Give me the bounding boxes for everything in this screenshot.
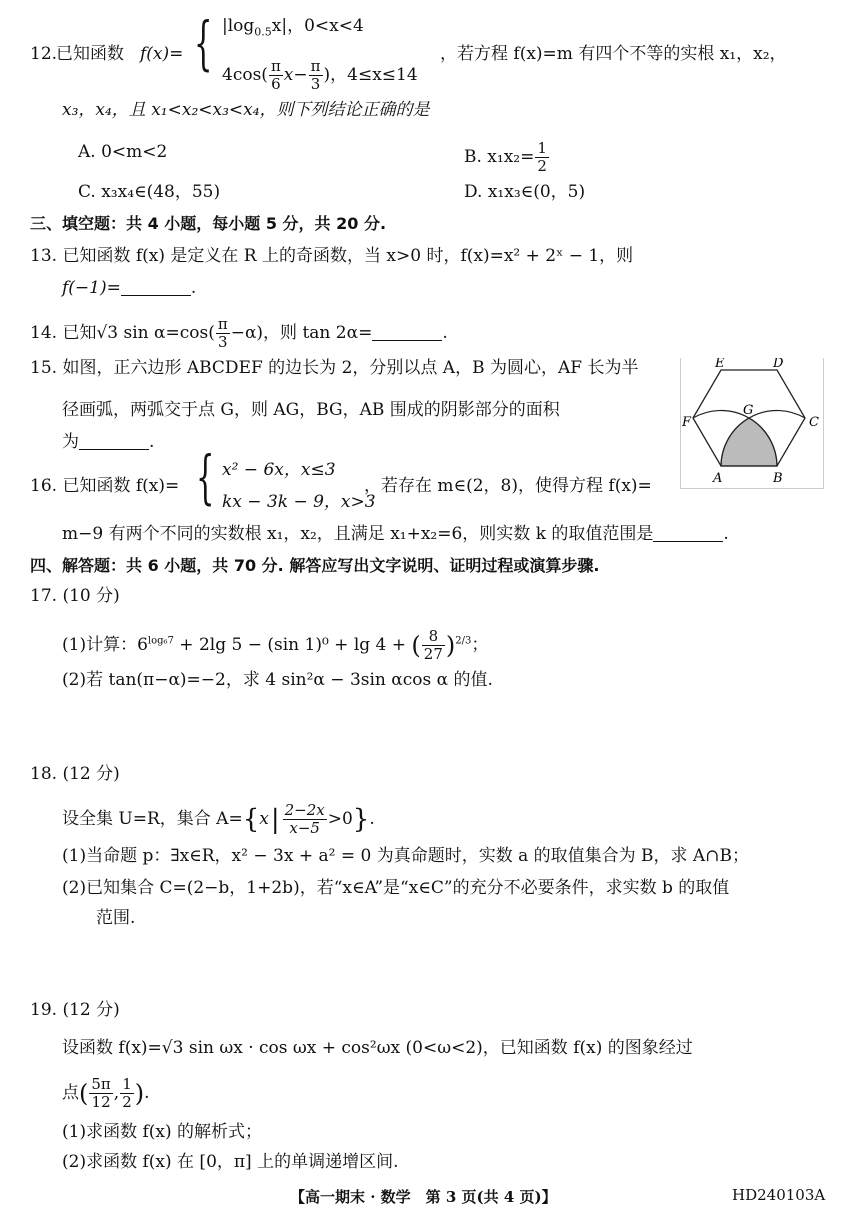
q16-line2: m−9 有两个不同的实数根 x₁，x₂，且满足 x₁+x₂=6，则实数 k 的取值范围是 . — [62, 524, 729, 544]
q15-line3: 为 . — [62, 432, 155, 452]
q19-part1: (1)求函数 f(x) 的解析式； — [62, 1122, 263, 1142]
q12-brace: { — [194, 9, 213, 77]
q13-line1: 13. 已知函数 f(x) 是定义在 R 上的奇函数，当 x>0 时，f(x)=x² + 2ˣ − 1，则 — [30, 246, 634, 266]
q16-case2: kx − 3k − 9，x>3 — [222, 492, 376, 512]
q16-lead: 16. 已知函数 f(x)= — [30, 476, 180, 496]
q16-answer-blank — [653, 523, 723, 542]
q19-point: 点( $\frac{5\pi}{12}$ , $\frac{1}{2}$ ). — [62, 1075, 150, 1111]
section-4-heading: 四、解答题：共 6 小题，共 70 分. 解答应写出文字说明、证明过程或演算步骤. — [30, 556, 600, 575]
q12-number: 12. — [30, 44, 58, 64]
footer-page-info: 【高一期末 · 数学 第 3 页(共 4 页)】 — [290, 1188, 557, 1206]
q12-option-a: A. 0<m<2 — [78, 142, 168, 162]
q12-option-b: B. x₁x₂= $\frac{1}{2}$ — [464, 139, 547, 175]
label-f: F — [682, 415, 692, 430]
footer-code: HD240103A — [732, 1186, 826, 1204]
q19-part2: (2)求函数 f(x) 在 [0，π] 上的单调递增区间. — [62, 1152, 399, 1172]
hexagon-figure — [680, 358, 824, 489]
q16-tail: ，若存在 m∈(2，8)，使得方程 f(x)= — [364, 476, 652, 496]
q17-part1: (1)计算：$6^{log_67} + 2\lg$ 5 − (sin 1)⁰ + lg 4 + ( $\frac{8}{27}$ )$^{2/3}$； — [62, 627, 489, 663]
section-3-heading: 三、填空题：共 4 小题，每小题 5 分，共 20 分. — [30, 214, 387, 233]
q18-part1: (1)当命题 p：∃x∈R，x² − 3x + a² = 0 为真命题时，实数 a 的取值集合为 B，求 A∩B； — [62, 846, 749, 866]
hexagon-diagram — [681, 358, 823, 488]
q14-answer-blank — [372, 322, 442, 341]
q15-line1: 15. 如图，正六边形 ABCDEF 的边长为 2，分别以点 A，B 为圆心，AF 长为半 — [30, 358, 639, 378]
q17-part2: (2)若 tan(π−α)=−2，求 4 sin²α − 3sin αcos α 的值. — [62, 670, 493, 690]
label-b: B — [773, 471, 783, 486]
q17-head: 17. (10 分) — [30, 586, 120, 606]
q12-case2: 4cos( $\frac{\pi}{6}$ x− $\frac{\pi}{3}$ )，4≤x≤14 — [222, 57, 418, 93]
q19-line1: 设函数 f(x)=√3 sin ωx · cos ωx + cos²ωx (0<ω<2)，已知函数 f(x) 的图象经过 — [62, 1038, 693, 1058]
q13-answer-blank — [121, 277, 191, 296]
label-d: D — [773, 358, 784, 371]
q16-case1: x² − 6x，x≤3 — [222, 460, 336, 480]
label-a: A — [713, 471, 723, 486]
q18-set-a: 设全集 U=R，集合 A={x| $\frac{2-2x}{x-5}$ >0}. — [62, 801, 375, 837]
q14-line: 14. 已知√3 sin α=cos( $\frac{\pi}{3}$ −α)，则 tan 2α= . — [30, 315, 448, 351]
q19-head: 19. (12 分) — [30, 1000, 120, 1020]
q12-fx: f(x)= — [140, 44, 184, 64]
q15-line2: 径画弧，两弧交于点 G，则 AG，BG，AB 围成的阴影部分的面积 — [62, 400, 560, 420]
q12-line2: x₃，x₄，且 x₁<x₂<x₃<x₄，则下列结论正确的是 — [62, 100, 430, 120]
shaded-region — [721, 418, 777, 466]
q15-answer-blank — [79, 431, 149, 450]
q16-brace: { — [196, 443, 215, 511]
label-g: G — [743, 403, 754, 418]
q12-tail: ，若方程 f(x)=m 有四个不等的实根 x₁，x₂， — [440, 44, 787, 64]
label-e: E — [715, 358, 725, 371]
q12-option-d: D. x₁x₃∈(0，5) — [464, 182, 586, 202]
q13-line2: f(−1)= . — [62, 278, 197, 298]
q12-option-c: C. x₃x₄∈(48，55) — [78, 182, 221, 202]
q18-part2-line1: (2)已知集合 C=(2−b，1+2b)，若“x∈A”是“x∈C”的充分不必要条件，求实数 b 的取值 — [62, 878, 730, 898]
label-c: C — [809, 415, 819, 430]
q12-lead: 已知函数 — [56, 44, 124, 64]
q18-head: 18. (12 分) — [30, 764, 120, 784]
q18-part2-line2: 范围. — [96, 908, 136, 928]
q12-case1: $|\log_{0.5}x|$，0<x<4 — [222, 16, 364, 39]
